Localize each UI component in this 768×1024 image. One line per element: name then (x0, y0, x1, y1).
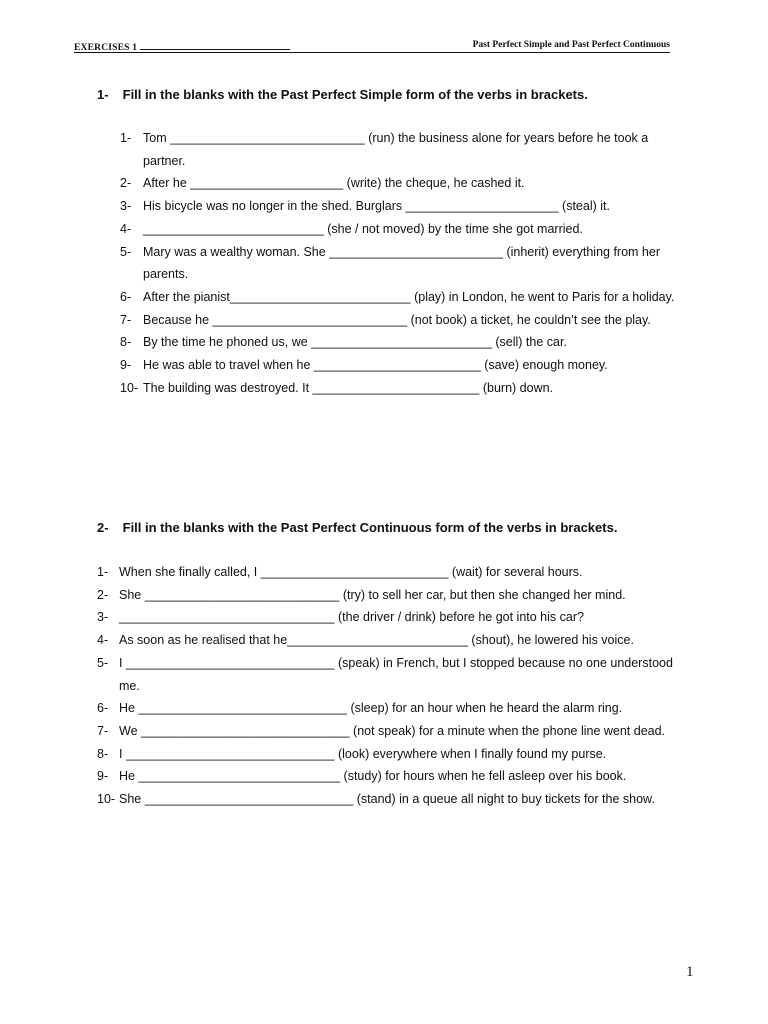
item-number: 3- (97, 610, 109, 625)
item-number: 10- (120, 380, 139, 395)
item-sentence: We ______________________________ (not speak) for a minute when the phone line went dead. (119, 723, 666, 738)
section-2-number: 2- (97, 520, 109, 535)
header-rule (74, 52, 670, 53)
item-number: 3- (120, 199, 132, 214)
item-sentence: When she finally called, I ___________________________ (wait) for several hours. (119, 565, 583, 579)
item-number: 8- (120, 335, 132, 350)
page-number: 1 (686, 964, 694, 980)
section-2-exercise-list (97, 561, 677, 811)
exercise-item (97, 743, 677, 766)
item-sentence: Tom ____________________________ (run) the business alone for years before he took a partner. (143, 131, 649, 168)
exercise-item (97, 765, 677, 788)
section-1-exercise-list (120, 127, 690, 399)
item-sentence: The building was destroyed. It ________________________ (burn) down. (143, 380, 554, 395)
item-sentence: She ______________________________ (stand) in a queue all night to buy tickets for the show. (119, 792, 655, 807)
item-number: 7- (97, 723, 109, 738)
item-sentence: After the pianist__________________________ (play) in London, he went to Paris for a holiday. (143, 289, 675, 304)
item-sentence: I ______________________________ (look) everywhere when I finally found my purse. (119, 746, 607, 761)
exercise-item (97, 629, 677, 652)
section-2-instructions: Fill in the blanks with the Past Perfect Continuous form of the verbs in brackets. (122, 520, 618, 535)
exercise-item (120, 309, 690, 332)
item-number: 4- (120, 221, 132, 236)
exercise-item (120, 286, 690, 309)
exercise-item (120, 172, 690, 195)
item-number: 1- (97, 565, 109, 579)
item-sentence: He _____________________________ (study) for hours when he fell asleep over his book. (119, 769, 627, 784)
exercise-item (120, 127, 690, 172)
exercise-item (97, 788, 677, 811)
item-number: 2- (120, 176, 132, 191)
item-sentence: By the time he phoned us, we __________________________ (sell) the car. (143, 335, 567, 350)
exercise-item (120, 377, 690, 400)
item-number: 6- (97, 701, 109, 716)
header-name-blank (140, 40, 290, 50)
item-number: 6- (120, 289, 132, 304)
exercise-item (120, 241, 690, 286)
item-sentence: Mary was a wealthy woman. She _________________________ (inherit) everything from her parents. (143, 244, 660, 282)
section-2-title (97, 520, 697, 535)
item-number: 7- (120, 312, 132, 327)
header-topic: Past Perfect Simple and Past Perfect Continuous (472, 40, 670, 50)
exercise-item (97, 606, 677, 629)
item-sentence: He was able to travel when he ________________________ (save) enough money. (143, 358, 608, 373)
item-number: 5- (97, 655, 109, 670)
exercise-item (120, 331, 690, 354)
item-number: 4- (97, 633, 109, 648)
item-number: 2- (97, 587, 109, 602)
item-number: 5- (120, 244, 132, 259)
item-sentence: He ______________________________ (sleep) for an hour when he heard the alarm ring. (119, 701, 623, 716)
exercise-item (120, 195, 690, 218)
section-1-title (97, 87, 697, 102)
item-sentence: After he ______________________ (write) the cheque, he cashed it. (143, 176, 525, 191)
item-number: 8- (97, 746, 109, 761)
exercise-item (97, 561, 677, 584)
section-1-instructions: Fill in the blanks with the Past Perfect Simple form of the verbs in brackets. (122, 87, 588, 102)
item-sentence: His bicycle was no longer in the shed. Burglars ______________________ (steal) it. (143, 199, 610, 214)
item-number: 9- (97, 769, 109, 784)
exercise-item (97, 720, 677, 743)
item-number: 1- (120, 131, 132, 145)
item-sentence: _______________________________ (the driver / drink) before he got into his car? (119, 610, 584, 625)
item-number: 9- (120, 358, 132, 373)
item-sentence: __________________________ (she / not moved) by the time she got married. (143, 221, 583, 236)
item-sentence: I ______________________________ (speak) in French, but I stopped because no one understood me. (119, 655, 673, 693)
item-sentence: Because he ____________________________ (not book) a ticket, he couldn’t see the play. (143, 312, 651, 327)
exercise-item (97, 697, 677, 720)
item-sentence: As soon as he realised that he__________________________ (shout), he lowered his voice. (119, 633, 634, 648)
exercise-item (120, 354, 690, 377)
exercise-item (97, 652, 677, 697)
exercise-item (120, 218, 690, 241)
exercise-item (97, 584, 677, 607)
section-1-number: 1- (97, 87, 109, 102)
item-number: 10- (97, 792, 116, 807)
header-exercise-title: EXERCISES 1 (74, 43, 138, 53)
item-sentence: She ____________________________ (try) to sell her car, but then she changed her mind. (119, 587, 626, 602)
